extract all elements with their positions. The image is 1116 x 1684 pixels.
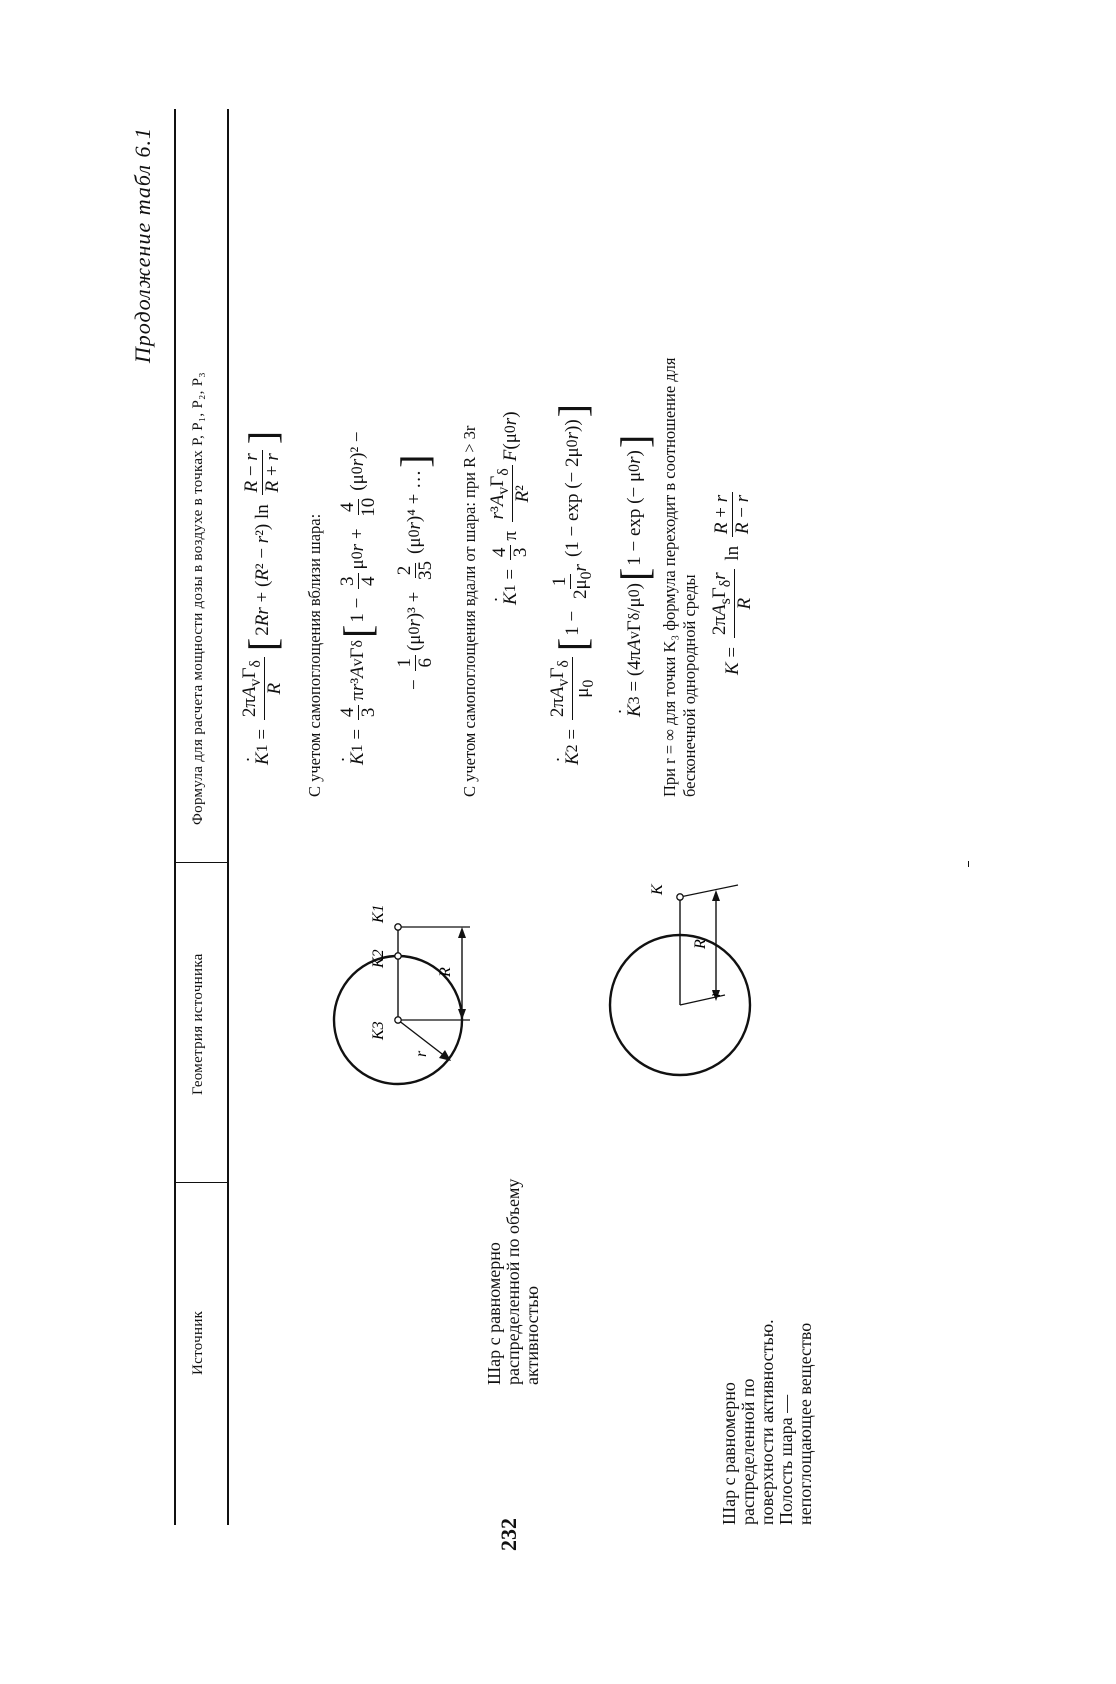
arrow-head xyxy=(458,927,466,938)
formula-6: K = $2\pi A_s\Gamma_\delta r$ R ln R + r R − r xyxy=(710,488,755,675)
note-line-1: При r = ∞ для точки K₃ формула переходит в соотношение для xyxy=(660,357,679,797)
label-R: R xyxy=(437,967,454,977)
diagram-sphere-volume xyxy=(310,845,500,1145)
label-k1: K1 xyxy=(370,904,387,923)
page-number: 232 xyxy=(496,1518,521,1551)
dimension-extension xyxy=(680,885,738,897)
label-r: r xyxy=(413,1050,430,1057)
point-k xyxy=(677,894,683,900)
formula-4: K · 2 = $2\pi A_v\Gamma_\delta$ $\mu_0$ [ 1 − 1 $2\mu_0r$ (1 − exp (− 2μ 0 r )) ] xyxy=(548,402,598,765)
column-divider-2 xyxy=(174,862,227,863)
table-top-rule xyxy=(174,109,176,1525)
rotated-page xyxy=(130,109,850,1551)
label-k: K xyxy=(649,884,666,895)
tick xyxy=(968,861,969,867)
table-caption: Продолжение табл 6.1 xyxy=(130,127,155,364)
arrow-head xyxy=(439,1050,451,1061)
row2-source: Шар с равномерно распределенной по поверхности активностью. Полость шара — непоглощающее вещество xyxy=(719,1319,815,1525)
header-source: Источник xyxy=(190,1310,206,1375)
diagram-sphere-surface xyxy=(530,845,780,1145)
point-k3 xyxy=(395,1017,401,1023)
point-k1 xyxy=(395,924,401,930)
header-geometry: Геометрия источника xyxy=(190,953,206,1095)
point-k2 xyxy=(395,953,401,959)
formula-5: K · 3 = (4π A v Γ δ /μ 0 ) [ 1 − exp (− μ 0 r ) ] xyxy=(615,433,655,717)
column-divider-1 xyxy=(174,1182,227,1183)
text-near: С учетом самопоглощения вблизи шара: xyxy=(305,513,324,797)
formula-3: K · 1 = 4 3 π $r^3A_v\Gamma_\delta$ R² F (μ 0 r ) xyxy=(488,411,533,605)
text-far: С учетом самопоглощения вдали от шара: при R > 3r xyxy=(460,425,479,797)
row1-source: Шар с равномерно распределенной по объему активностью xyxy=(484,1178,542,1385)
formula-2b: − 1 6 (μ 0 r )³ + 2 35 (μ 0 r )⁴ + … ] xyxy=(392,454,438,690)
label-k2: K2 xyxy=(370,949,387,968)
label-r: r xyxy=(707,990,724,997)
label-R: R xyxy=(692,939,709,949)
arrow-head xyxy=(458,1009,466,1020)
label-k3: K3 xyxy=(370,1021,387,1040)
header-formula: Формула для расчета мощности дозы в воздухе в точках P, P₁, P₂, P₃ xyxy=(190,372,206,825)
arrow-head xyxy=(712,890,720,901)
header-bottom-rule xyxy=(227,109,229,1525)
formula-2a: K · 1 = 4 3 π r ³ A v Γ δ [ 1 − 3 4 μ 0 r + 4 10 (μ 0 r )² − xyxy=(338,431,379,765)
formula-1: K · 1 = $2\pi A_v\Gamma_\delta$ R [ 2 Rr + ( R ² − r ²) ln R − r R + r ] xyxy=(240,429,285,765)
note-line-2: бесконечной однородной среды xyxy=(680,574,699,797)
